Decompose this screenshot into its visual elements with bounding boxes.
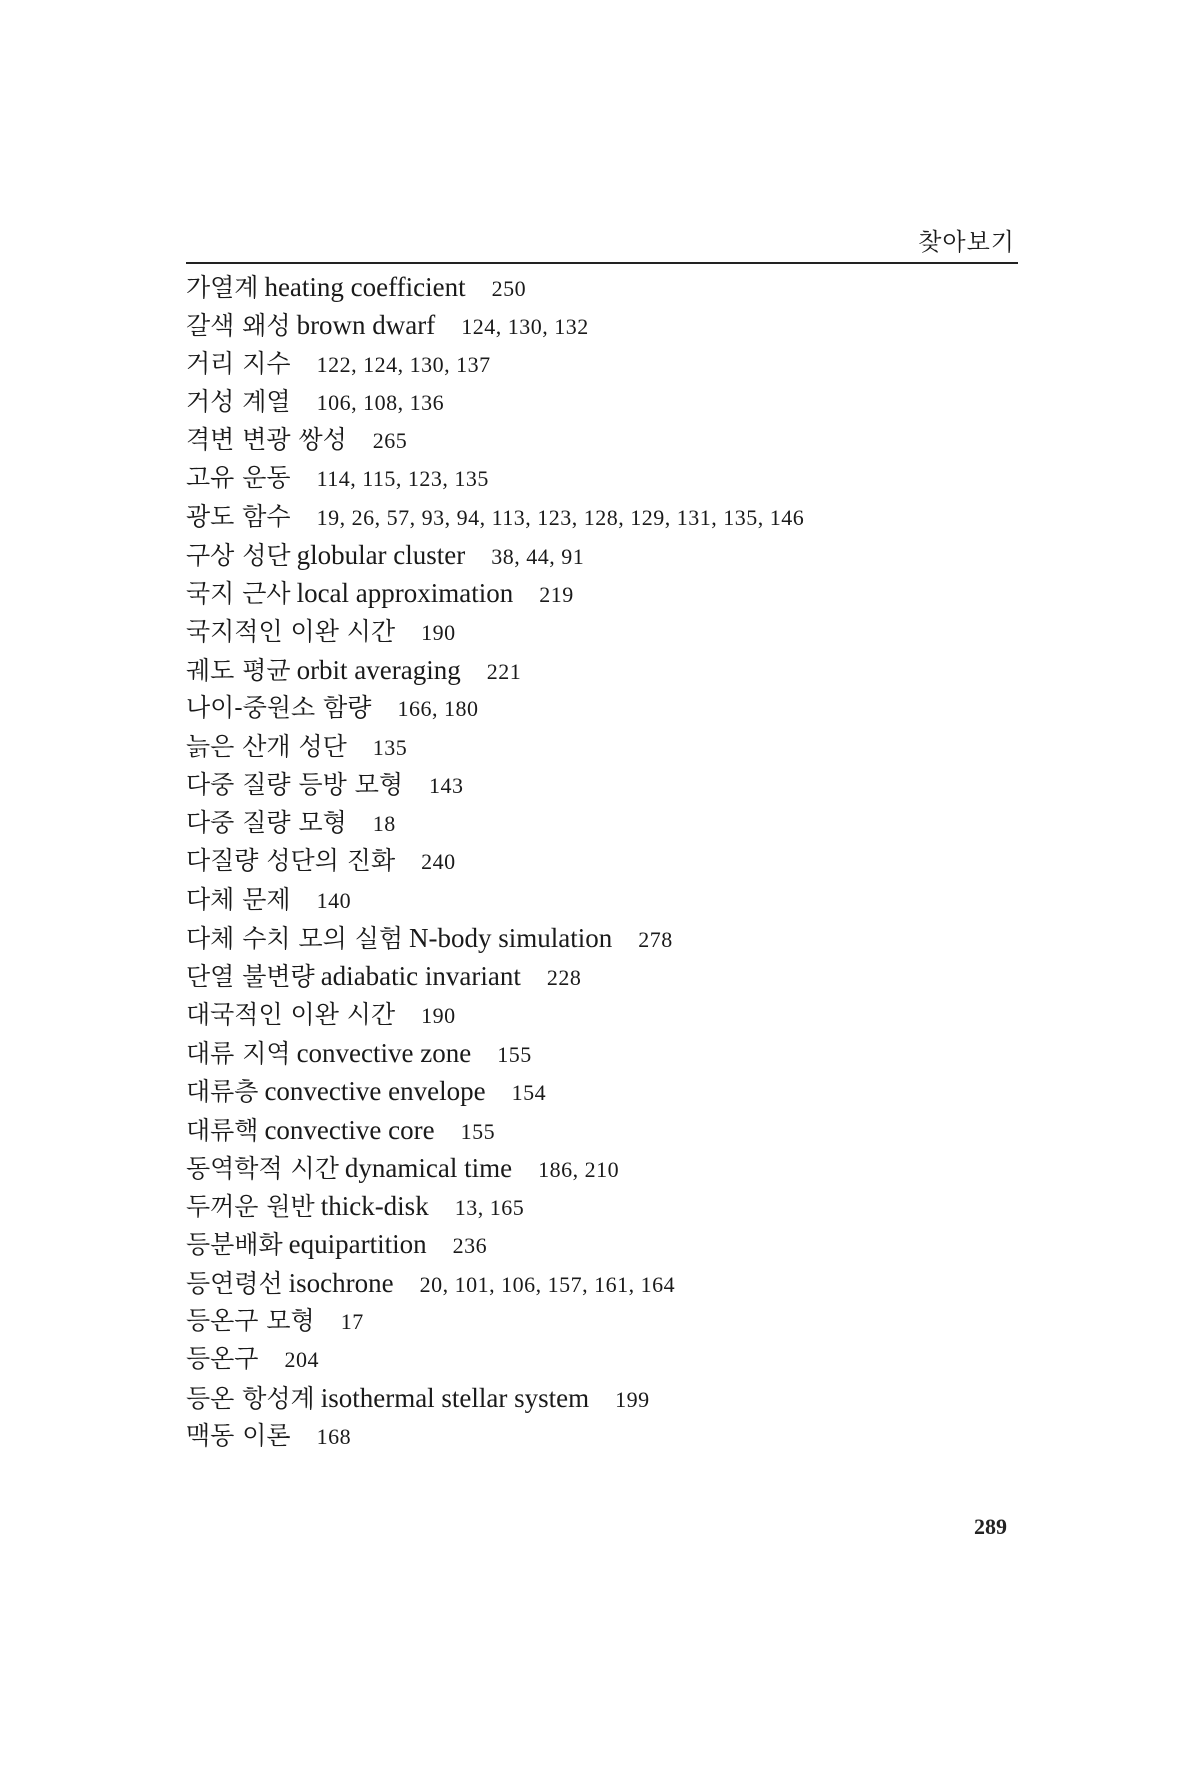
index-term-korean: 대국적인 이완 시간 [186,999,396,1029]
index-page-refs: 190 [421,1002,456,1028]
index-term-korean: 다중 질량 등방 모형 [186,769,404,799]
index-entry [186,1072,1026,1110]
index-entry [186,1379,1026,1417]
index-page-refs: 166, 180 [397,696,479,722]
index-term-english: isothermal stellar system [320,1382,590,1413]
index-term-korean: 등온구 [186,1344,259,1374]
index-term-korean: 대류 지역 [186,1038,291,1068]
index-page-refs: 20, 101, 106, 157, 161, 164 [419,1271,676,1297]
index-page-refs: 135 [372,734,408,760]
index-term-english: convective envelope [264,1076,486,1107]
index-entry [186,1225,1026,1263]
index-entry [186,996,1026,1034]
index-page-refs: 19, 26, 57, 93, 94, 113, 123, 128, 129, 131, 135, 146 [316,504,805,530]
index-page-refs: 199 [615,1386,650,1412]
index-page-refs: 124, 130, 132 [461,314,589,340]
index-entry [186,1034,1026,1072]
index-term-english: globular cluster [296,540,466,571]
index-term-korean: 구상 성단 [186,541,291,571]
index-entry [186,1111,1026,1149]
index-term-korean: 다체 문제 [186,884,291,914]
page-number: 289 [974,1514,1007,1539]
index-term-english: brown dwarf [296,310,436,341]
index-term-korean: 두꺼운 원반 [186,1192,315,1222]
index-term-english: thick-disk [320,1191,429,1222]
index-entry [186,613,1026,651]
index-term-korean: 거성 계열 [186,386,291,416]
index-term-english: convective zone [296,1037,472,1068]
index-term-english: heating coefficient [264,272,466,302]
index-term-english: local approximation [296,578,514,609]
index-term-korean: 갈색 왜성 [186,311,291,341]
index-term-korean: 국지 근사 [186,579,291,609]
index-entry-list [186,268,1026,1455]
index-term-korean: 단열 불변량 [186,962,315,992]
index-entry [186,957,1026,995]
running-head: 찾아보기 [918,228,1015,256]
index-term-korean: 거리 지수 [186,348,291,378]
index-page-refs: 155 [497,1041,532,1067]
index-page-refs: 221 [486,658,522,684]
index-page-refs: 240 [421,849,456,875]
index-entry [186,689,1026,727]
index-entry [186,268,1026,306]
index-page-refs: 265 [372,428,408,454]
index-page-refs: 114, 115, 123, 135 [316,466,489,492]
index-entry [186,1302,1026,1340]
index-page-refs: 18 [372,811,396,837]
index-entry [186,421,1026,459]
index-page-refs: 204 [284,1347,319,1373]
index-term-korean: 등분배화 [186,1230,283,1260]
index-term-english: convective core [264,1114,435,1145]
index-page-refs: 13, 165 [454,1195,525,1221]
index-term-korean: 격변 변광 쌍성 [186,425,347,455]
header-rule [186,262,1018,264]
index-page-refs: 228 [546,965,582,991]
index-term-english: adiabatic invariant [320,961,521,992]
index-entry [186,1187,1026,1225]
index-entry [186,1417,1026,1455]
index-entry [186,459,1026,497]
index-entry [186,383,1026,421]
index-page-refs: 250 [491,276,527,301]
index-term-korean: 다중 질량 모형 [186,808,347,838]
index-entry [186,345,1026,383]
index-term-korean: 대류층 [186,1077,259,1107]
index-page-refs: 106, 108, 136 [316,389,445,415]
index-entry [186,1149,1026,1187]
index-page-refs: 278 [638,927,673,953]
index-entry [186,881,1026,919]
index-entry [186,1264,1026,1302]
index-entry [186,728,1026,766]
index-term-korean: 등온구 모형 [186,1306,315,1336]
index-term-korean: 다질량 성단의 진화 [186,846,396,876]
index-term-korean: 가열계 [186,273,259,302]
index-term-korean: 등연령선 [186,1268,283,1298]
index-term-korean: 고유 운동 [186,463,291,493]
index-term-korean: 동역학적 시간 [186,1153,339,1183]
index-entry [186,574,1026,612]
index-term-korean: 나이-중원소 함량 [186,693,372,723]
index-term-korean: 다체 수치 모의 실험 [186,924,404,954]
index-term-english: isochrone [288,1267,394,1298]
index-term-korean: 궤도 평균 [186,655,291,685]
index-entry [186,1340,1026,1378]
index-term-korean: 늙은 산개 성단 [186,731,347,761]
index-term-korean: 국지적인 이완 시간 [186,616,396,646]
index-page-refs: 122, 124, 130, 137 [316,351,491,377]
index-page-refs: 17 [340,1309,364,1335]
index-term-english: N-body simulation [409,923,613,954]
index-page-refs: 190 [421,619,456,645]
index-page-refs: 155 [460,1118,496,1144]
index-term-korean: 대류핵 [186,1115,259,1145]
index-page-refs: 236 [452,1233,488,1259]
index-entry [186,498,1026,536]
index-term-korean: 광도 함수 [186,501,291,531]
index-term-korean: 맥동 이론 [186,1420,291,1450]
index-page-refs: 168 [316,1423,352,1449]
index-page-refs: 154 [511,1080,547,1106]
index-page-refs: 143 [429,772,464,798]
index-term-english: dynamical time [344,1152,513,1183]
index-term-english: equipartition [288,1229,427,1260]
index-entry [186,804,1026,842]
index-entry [186,651,1026,689]
index-entry [186,766,1026,804]
index-term-korean: 등온 항성계 [186,1383,315,1413]
index-term-english: orbit averaging [296,654,461,685]
index-entry [186,842,1026,880]
index-page-refs: 38, 44, 91 [491,544,585,570]
index-entry [186,536,1026,574]
index-page-refs: 186, 210 [538,1156,620,1182]
index-entry [186,919,1026,957]
index-page-refs: 219 [539,582,574,608]
index-page-refs: 140 [316,887,352,913]
index-entry [186,306,1026,344]
